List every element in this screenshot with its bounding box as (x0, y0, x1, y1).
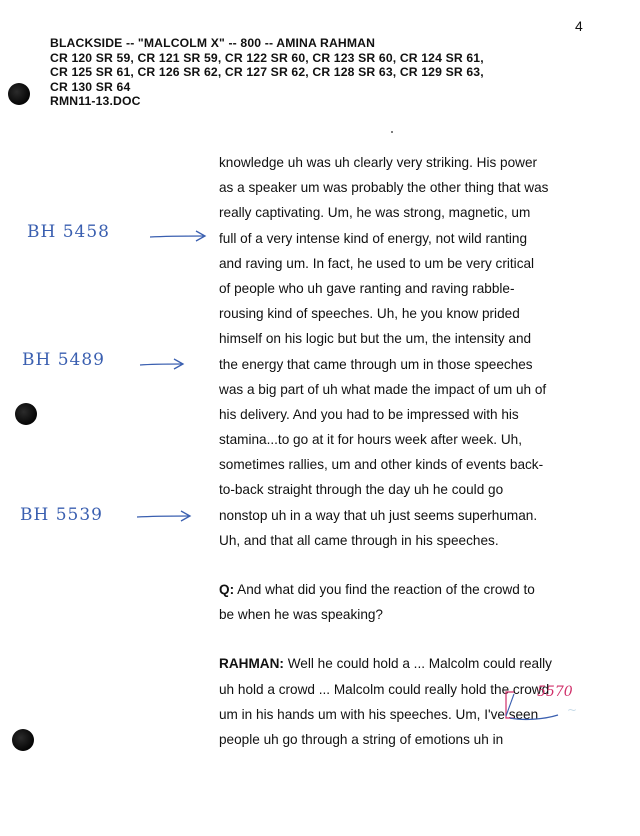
answer-line: um in his hands um with his speeches. Um, I've seen (219, 706, 539, 722)
binder-hole-bottom (12, 729, 34, 751)
transcript-line: himself on his logic but but the um, the intensity and (219, 331, 532, 347)
transcript-line: really captivating. Um, he was strong, magnetic, um (219, 205, 531, 221)
speck (391, 131, 393, 133)
question-text: And what did you find the reaction of the crowd to (234, 582, 535, 597)
header-line: RMN11-13.DOC (50, 94, 141, 109)
arrow-icon (148, 228, 208, 244)
question-line (219, 577, 599, 602)
transcript-line: knowledge uh was uh clearly very striking. His power (219, 155, 538, 170)
transcript-line: nonstop uh in a way that uh just seems superhuman. (219, 507, 538, 523)
answer-line: people uh go through a string of emotions uh in (219, 731, 504, 747)
speaker-label-q: Q: (219, 582, 235, 597)
question-line: be when he was speaking? (219, 607, 383, 623)
header-line: CR 125 SR 61, CR 126 SR 62, CR 127 SR 62, CR 128 SR 63, CR 129 SR 63, (50, 65, 484, 80)
arrow-icon (138, 356, 188, 372)
header-line: CR 120 SR 59, CR 121 SR 59, CR 122 SR 60, CR 123 SR 60, CR 124 SR 61, (50, 50, 484, 65)
header-line: BLACKSIDE -- "MALCOLM X" -- 800 -- AMINA RAHMAN (50, 36, 376, 50)
binder-hole-top (8, 83, 30, 105)
transcript-line: of people who uh gave ranting and raving rabble- (219, 280, 515, 296)
transcript-line: to-back straight through the day uh he could go (219, 482, 504, 498)
transcript-line: stamina...to go at it for hours week after week. Uh, (219, 432, 522, 448)
bracket-mark-icon (500, 688, 560, 728)
binder-hole-middle (15, 403, 37, 425)
document-header (50, 36, 484, 109)
transcript-line: as a speaker um was probably the other thing that was (219, 180, 549, 196)
faint-handwriting: ~ (567, 703, 578, 717)
transcript-line: his delivery. And you had to be impressed with his (219, 406, 519, 422)
transcript-line: rousing kind of speeches. Uh, he you know prided (219, 306, 520, 322)
transcript-body (219, 150, 599, 752)
transcript-line: full of a very intense kind of energy, not wild ranting (219, 230, 528, 246)
answer-line: uh hold a crowd ... Malcolm could really hold the crowd (219, 681, 550, 697)
page-number: 4 (575, 18, 583, 34)
answer-line (219, 651, 599, 676)
transcript-line: the energy that came through um in those speeches (219, 356, 533, 372)
margin-note-timecode: BH 5458 (27, 222, 110, 242)
margin-note-timecode: BH 5489 (22, 350, 105, 370)
margin-note-timecode-red: 5570 (537, 684, 573, 700)
margin-note-timecode: BH 5539 (20, 505, 103, 525)
transcript-line: and raving um. In fact, he used to um be very critical (219, 255, 535, 271)
transcript-line: Uh, and that all came through in his speeches. (219, 532, 499, 548)
answer-text: Well he could hold a ... Malcolm could really (283, 656, 552, 672)
speaker-label-rahman: RAHMAN: (219, 656, 284, 672)
transcript-line: was a big part of uh what made the impact of um uh of (219, 381, 547, 397)
transcript-line: sometimes rallies, um and other kinds of events back- (219, 457, 544, 473)
arrow-icon (135, 508, 195, 524)
header-line: CR 130 SR 64 (50, 79, 131, 94)
